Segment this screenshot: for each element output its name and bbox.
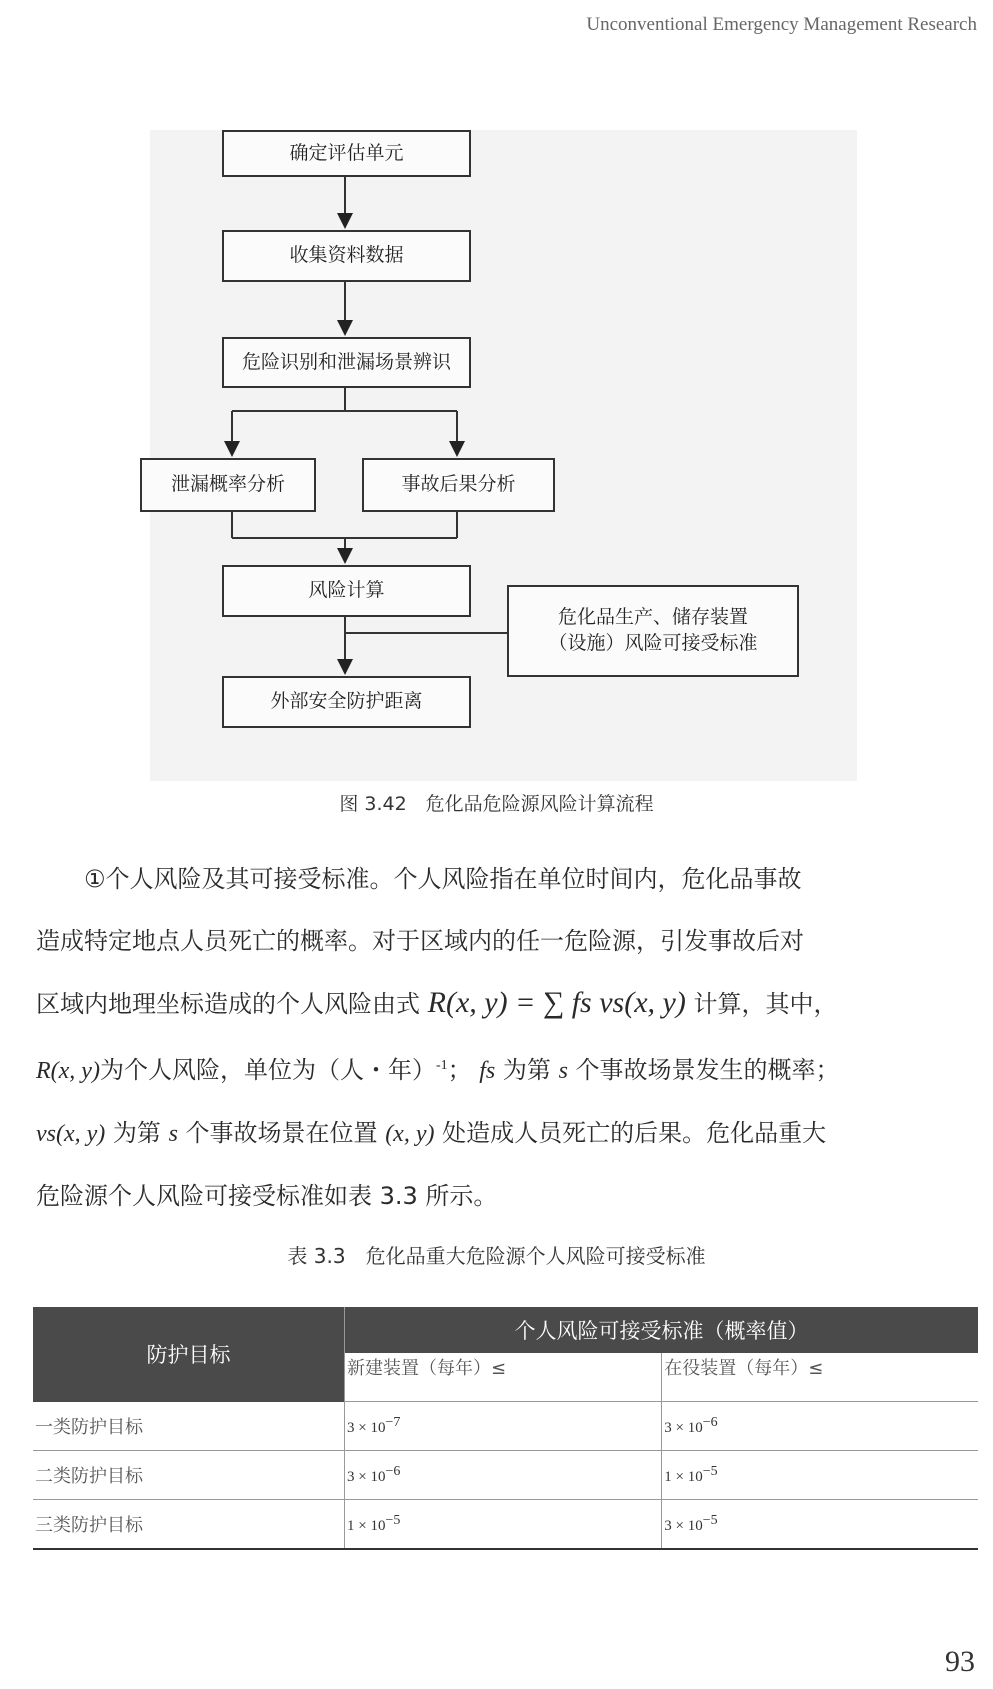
row-target: 一类防护目标: [33, 1402, 345, 1451]
unit-exponent: -1: [435, 1058, 448, 1073]
text-line-5f: 处造成人员死亡的后果。危化品重大: [442, 1119, 827, 1147]
flow-box-leak-probability: 泄漏概率分析: [140, 458, 316, 512]
flow-box-hazard-identification: 危险识别和泄漏场景辨识: [222, 337, 471, 388]
text-line-3a: 区域内地理坐标造成的个人风险由式: [36, 990, 420, 1018]
row-old-value: 3 × 10−5: [662, 1500, 978, 1550]
math-xy: (x, y): [385, 1121, 435, 1147]
figure-caption: 图 3.42 危化品危险源风险计算流程: [339, 793, 654, 815]
flowchart: [150, 130, 857, 781]
text-line-4c: ；: [447, 1056, 472, 1084]
row-old-value: 3 × 10−6: [662, 1402, 978, 1451]
text-line-3: [36, 972, 981, 1035]
risk-criteria-table: [33, 1307, 978, 1550]
body-paragraph: [36, 848, 981, 1227]
text-line-6: 危险源个人风险可接受标准如表 3.3 所示。: [36, 1182, 498, 1210]
row-target: 二类防护目标: [33, 1451, 345, 1500]
table-row: [33, 1402, 978, 1451]
text-line-2: 造成特定地点人员死亡的概率。对于区域内的任一危险源，引发事故后对: [36, 927, 804, 955]
text-line-4b: 为个人风险，单位为（人・年）: [99, 1056, 436, 1084]
row-old-value: 1 × 10−5: [662, 1451, 978, 1500]
math-fs: fs: [479, 1058, 496, 1084]
header-protection-target: 防护目标: [33, 1307, 345, 1402]
flow-box-determine-unit: 确定评估单元: [222, 130, 471, 177]
flow-box-acceptance-criteria: [507, 585, 799, 677]
criteria-line-2: （设施）风险可接受标准: [548, 632, 758, 654]
subheader-new-facility: 新建装置（每年）≤: [345, 1353, 662, 1402]
row-new-value: 3 × 10−7: [345, 1402, 662, 1451]
row-new-value: 1 × 10−5: [345, 1500, 662, 1550]
flow-box-consequence-analysis: 事故后果分析: [362, 458, 555, 512]
text-line-3b: 计算，其中，: [693, 990, 838, 1018]
page-number: 93: [945, 1645, 975, 1678]
text-line-4: [36, 1035, 981, 1102]
flow-box-risk-calculation: 风险计算: [222, 565, 471, 617]
math-s-2: s: [168, 1121, 178, 1147]
row-target: 三类防护目标: [33, 1500, 345, 1550]
table-row: [33, 1451, 978, 1500]
flow-box-collect-data: 收集资料数据: [222, 230, 471, 282]
text-line-1: ①个人风险及其可接受标准。个人风险指在单位时间内，危化品事故: [84, 865, 802, 893]
flow-box-safety-distance: 外部安全防护距离: [222, 676, 471, 728]
math-Rxy: R(x, y): [36, 1058, 100, 1084]
risk-formula: R(x, y) = ∑ fs vs(x, y): [427, 986, 686, 1019]
subheader-existing-facility: 在役装置（每年）≤: [662, 1353, 978, 1402]
running-header: Unconventional Emergency Management Research: [586, 14, 977, 35]
math-s: s: [558, 1058, 568, 1084]
table-caption: 表 3.3 危化品重大危险源个人风险可接受标准: [287, 1244, 706, 1268]
text-line-5d: 个事故场景在位置: [185, 1119, 378, 1147]
text-line-4e: 为第: [502, 1056, 551, 1084]
text-line-5: [36, 1102, 981, 1165]
row-new-value: 3 × 10−6: [345, 1451, 662, 1500]
text-line-4g: 个事故场景发生的概率；: [575, 1056, 840, 1084]
criteria-line-1: 危化品生产、储存装置: [557, 606, 748, 629]
math-vs: vs(x, y): [36, 1121, 106, 1147]
text-line-5b: 为第: [112, 1119, 161, 1147]
header-acceptance-criteria: 个人风险可接受标准（概率值）: [345, 1307, 979, 1353]
table-row: [33, 1500, 978, 1550]
